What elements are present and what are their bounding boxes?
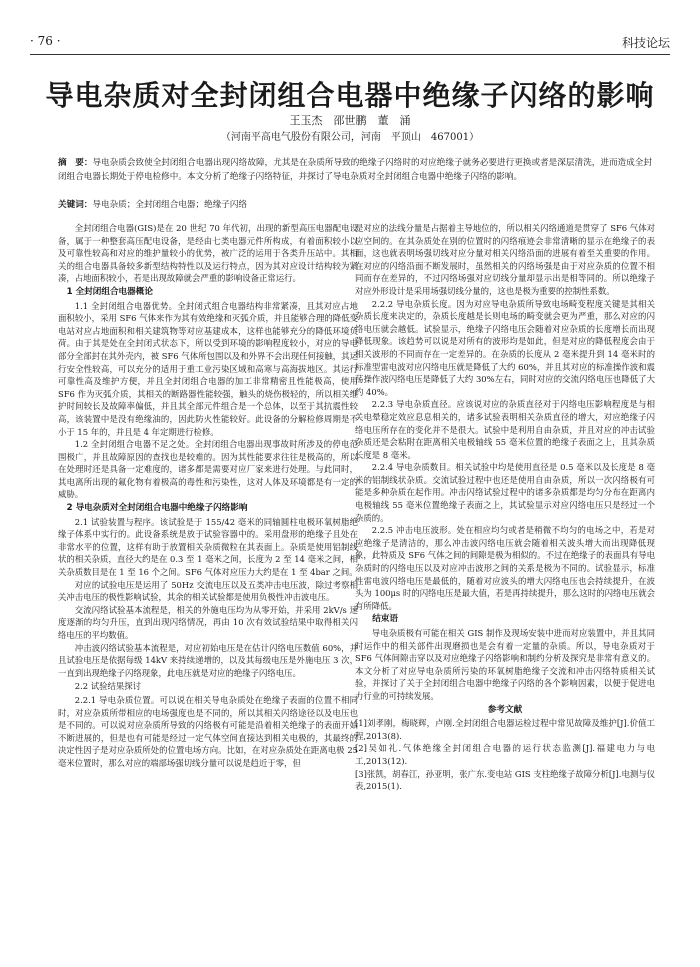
section-2-1: 2.1 试验装置与程序。该试验是于 155/42 毫米的同轴圆柱电极环氧树脂绝缘子体系中实行的。此设备系统是放于试验容器中的。采用盘形的绝缘子且处在非常水平的位置，这样有助于放置相关杂质微粒在其表面上。杂质是使用铝制线状的相关杂质，直径大约是在 0.3 至 1 毫米之间，长度为 2 至 14 毫米之间，相关杂质数目是在 1 至 16 个之间。SF6 气体对应压力大约是在 1 至 4bar 之间。	[58, 516, 358, 578]
affiliation: （河南平高电气股份有限公司，河南 平顶山 467001）	[220, 132, 480, 143]
references-heading: 参考文献	[487, 704, 523, 715]
reference-item: [2]吴如礼.气体绝缘全封闭组合电器的运行状态监测[J].福建电力与电工,2013(12).	[355, 743, 655, 766]
section-2-2-4: 2.2.4 导电杂质数目。相关试验中均是使用直径是 0.5 毫米以及长度是 8 毫米的铝制线状杂质。交流试验过程中也还是使用自由杂质，所以一次闪络极有可能是多种杂质在起作用。冲击闪络试验过程中的诸多杂质都是均匀分布在距离内电极轴线 55 毫米位置绝缘子表面之上，其试验显示对应闪络电压只是经过一个杂质的。	[355, 462, 655, 523]
continued-paragraph: 是对应的法线分量是占据着主导地位的，所以相关闪络通道是贯穿了 SF6 气体对应空间的。在其杂质处在别的位置时的闪络痕迹会非常清晰的显示在绝缘子的表面，这也就表明场强切线对应分量对相关闪络沿面的进展有着至关重要的作用。在对应的闪络沿面不断发展时，虽然相关的闪络场强是由于对应杂质的位置不相同而存在差异的，不过闪络场强对应切线分量却显示出是相等同的。所以绝缘子对应外形设计是采用场强切线分量的，这也是极为重要的控制性系数。	[355, 223, 655, 296]
keywords	[58, 198, 652, 212]
running-header	[30, 34, 670, 52]
section-1-1: 1.1 全封闭组合电器优势。全封闭式组合电器结构非常紧凑，且其对应占地面积较小，采用 SF6 气体来作为其有效绝缘和灭弧介质，并且能够合理的降低变电站对应占地面积和相关建筑物等对应基建成本，这样也能够充分的降低环境负荷。由于其是处在全封闭式状态下，所以受到环境的影响程度较小，对应的导电部分全部封在其外壳内，被 SF6 气体所包围以及和外界不会出现任何接触，其运行安全性较高，可以充分的适用于重工业污染区域和高寒与高海拔地区。其运行可靠性高及维护方便，并且全封闭组合电器的加工非常精密且性能极高，使用 SF6 作为灭弧介质，其相关的断路器性能较强，触头的烧伤极轻的，所以相关维护时间较长及故障率偏低，并且其全部元件组合是一个总体，以至于其抗震性较高，该装置中是没有绝缘油的，因此防火性能较好。此设备的分解检修周期是不小于 15 年的，并且是 4 年定期进行检修。	[58, 300, 358, 437]
abstract-label: 摘 要：	[58, 158, 93, 168]
article-title: 导电杂质对全封闭组合电器中绝缘子闪络的影响	[45, 79, 655, 112]
section-2-2-1: 2.2.1 导电杂质位置。可以说在相关导电杂质处在绝缘子表面的位置不相同时，对应杂质所带相应的电场强度也是不同的，所以其相关闪络途径以及电压也是不同的。可以说对应杂质所导致的闪络极有可能是沿着相关绝缘子的表面开始不断进展的，但是也有可能是经过一定气体空间直接达到相关电极的，其最终的决定性因子是对应杂质所处的位置电场方向。比如，在对应杂质处在距离电极 25 毫米位置时，那么对应的端部场强切线分量可以说是趋近于零，但	[58, 694, 358, 768]
section-heading-2: 2 导电杂质对全封闭组合电器中绝缘子闪络影响	[66, 503, 248, 514]
header-rule	[30, 54, 670, 55]
section-heading-1: 1 全封闭组合电器概论	[66, 286, 153, 297]
conclusion-text: 导电杂质极有可能在相关 GIS 制作及现场安装中进而对应装置中，并且其同时运作中的相关部件出现磨损也是会有着一定量的杂质。所以，导电杂质对于 SF6 气体间隙击穿以及对应绝缘子闪络影响和制约分析及探究是非常有意义的。本文分析了对应导电杂质所污染的环氧树脂绝缘子交流和冲击闪络特质相关试验，并探讨了关于全封闭组合电器中绝缘子闪络的各个影响因素，以便于促进电力行业的可持续发展。	[355, 628, 655, 701]
body-paragraph: 冲击波闪络试验基本流程是，对应初始电压是在估计闪络电压数值 60%，并且试验电压是依据每级 14kV 来持续递增的，以及其每级电压是外施电压 3 次，一直到出现绝缘子闪络现象，此电压就是对应的绝缘子闪络电压。	[58, 642, 358, 678]
reference-item: [3]张凯，胡春江，孙亚明，张广东.变电站 GIS 支柱绝缘子故障分析[J].电测与仪表,2015(1).	[355, 768, 655, 792]
reference-list	[355, 717, 655, 793]
section-2-2-5: 2.2.5 冲击电压波形。处在相应均匀或者是稍微不均匀的电场之中，若是对应绝缘子是清洁的，那么冲击波闪络电压就会随着相关波头增大而出现降低现象，此特质及 SF6 气体之间的间隙是极为相似的。不过在绝缘子的表面具有导电杂质时的闪络电压以及对应冲击波形之间的关系是极为不同的。试验显示，标准性雷电波闪络电压是最低的，随着对应波头的增大闪络电压也会持续提升，在波头为 100μs 时的闪络电压是最大值，若是再持续提升，那么这时的闪络电压就会有所降低。	[355, 525, 655, 611]
keywords-label: 关键词：	[58, 200, 93, 210]
right-column	[355, 222, 655, 922]
body-paragraph: 对应的试验电压是运用了 50Hz 交流电压以及五类冲击电压波，除过考察相关冲击电压的极性影响试验，其余的相关试验都是使用负极性冲击波电压。	[58, 579, 358, 603]
left-column	[58, 222, 358, 922]
section-2-2-3: 2.2.3 导电杂质直径。应该说对应的杂质直径对于闪络电压影响程度是与相关电晕稳定效应息息相关的，诸多试验表明相关杂质直径的增大，对应绝缘子闪络电压所存在的变化并不是很大。试验中是利用自由杂质，并且对应的冲击试验杂质还是会粘附在距离相关电极轴线 55 毫米位置的绝缘子表面之上，且其杂质长度是 8 毫米。	[355, 399, 655, 460]
intro-paragraph: 全封闭组合电器(GIS)是在 20 世纪 70 年代初，出现的新型高压电器配电设备，属于一种整套高压配电设备，是经由七类电器元件所构成，有着面积较小以及可靠性较高和对应的维护量较小的优势，被广泛的运用于各类升压站中。其相关的组合电器具备较多新型结构特性以及运行特点，因为其对应设计结构较为紧凑，占地面积较小，若是出现故障就会严重的影响设备正常运行。	[58, 223, 358, 284]
journal-name: 科技论坛	[621, 36, 670, 50]
conclusion-heading: 结束语	[372, 614, 398, 625]
section-1-2: 1.2 全封闭组合电器不足之处。全封闭组合电器出现事故时所涉及的停电范围极广，并且故障原因的查找也是较难的。因为其性能要求往往是极高的，所以在处理时还是具备一定难度的，诸多都是需要对应厂家来进行处理。与此同时，其电离所出现的氟化物有着极高的毒性和污染性，这对人体及环境都是有一定的威胁。	[58, 439, 358, 500]
author-list: 王玉杰 邵世鹏 董 涌	[289, 114, 411, 127]
reference-item: [1]刘孝刚，梅晓辉，卢刚.全封闭组合电器运检过程中常见故障及维护[J].价值工程,2013(8).	[355, 718, 655, 741]
abstract-text: 导电杂质会致使全封闭组合电器出现闪络故障，尤其是在杂质所导致的绝缘子闪络时的对应绝缘子就务必要进行更换或者是深层清洗，进而造成全封闭组合电器长期处于停电检修中。本文分析了绝缘子闪络特征，并探讨了导电杂质对全封闭组合电器中绝缘子闪络的影响。	[58, 158, 652, 182]
section-2-2-2: 2.2.2 导电杂质长度。因为对应导电杂质所导致电场畸变程度关键是其相关杂质长度来决定的，杂质长度越是长则电场的畸变就会更为严重，那么对应的闪络电压就会越低。试验显示，绝缘子闪络电压会随着对应杂质的长度增长而出现降低现象。该趋势可以说是对所有的波形均是如此，但是对应的降低程度会由于相关波形的不同而存在一定差异的。在杂质的长度从 2 毫米提升到 14 毫米时的标准型雷电波对应闪络电压就是降低了大约 60%，并且其对应的标准操作波和震荡操作波闪络电压是降低了大约 30%左右，同时对应的交流闪络电压也降低了大约 40%。	[355, 298, 655, 397]
page-number: · 76 ·	[30, 34, 61, 48]
body-paragraph: 交流闪络试验基本流程是，相关的外施电压均为从零开始，并采用 2kV/s 速度逐渐的均匀升压，直到出现闪络情况，再由 10 次有效试验结果中取得相关闪络电压的平均数值。	[58, 604, 358, 640]
abstract	[58, 156, 652, 184]
keywords-text: 导电杂质；全封闭组合电器；绝缘子闪络	[92, 200, 248, 210]
section-2-2-heading: 2.2 试验结果探讨	[74, 681, 142, 692]
